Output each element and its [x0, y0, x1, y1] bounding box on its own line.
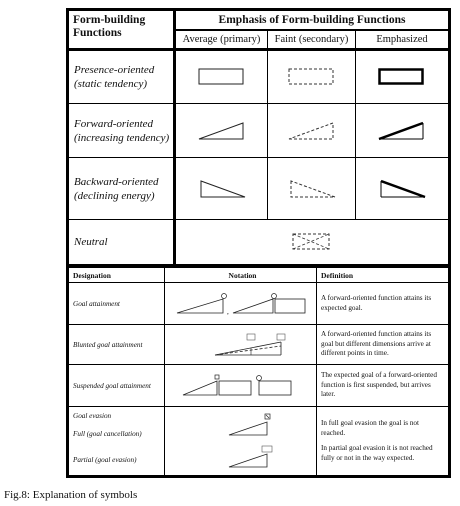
definition-goal-attainment: A forward-oriented function attains its expected goal.: [317, 283, 450, 325]
goal-attainment-notation-icon: [165, 283, 317, 325]
definition-full-goal-cancellation: In full goal evasion the goal is not reached.: [321, 419, 420, 437]
falling-triangle-faint-icon: [268, 158, 356, 220]
designation-goal-evasion: Goal evasion: [73, 412, 112, 420]
notation-header: Notation: [165, 268, 317, 283]
blunted-goal-notation-icon: [165, 325, 317, 365]
form-building-table: [66, 8, 451, 267]
designation-suspended-goal-attainment: Suspended goal attainment: [68, 365, 165, 407]
row-forward-oriented: Forward-oriented (increasing tendency): [68, 104, 175, 158]
figure-caption: Fig.8: Explanation of symbols: [4, 489, 138, 501]
designation-header: Designation: [68, 268, 165, 283]
rectangle-faint-icon: [268, 50, 356, 104]
goal-evasion-definitions: [317, 407, 450, 477]
column-faint: Faint (secondary): [268, 30, 356, 50]
column-average: Average (primary): [175, 30, 268, 50]
symbols-figure: [66, 8, 448, 478]
column-emphasized: Emphasized: [356, 30, 450, 50]
definition-header: Definition: [317, 268, 450, 283]
goal-notation-table: [66, 267, 451, 478]
row-neutral: Neutral: [68, 220, 175, 266]
falling-triangle-emphasized-icon: [356, 158, 450, 220]
falling-triangle-average-icon: [175, 158, 268, 220]
goal-evasion-group: [68, 407, 165, 477]
rising-triangle-faint-icon: [268, 104, 356, 158]
rising-triangle-emphasized-icon: [356, 104, 450, 158]
goal-evasion-notation-icon: [165, 407, 317, 477]
crossed-rectangle-icon: [175, 220, 450, 266]
rectangle-average-icon: [175, 50, 268, 104]
suspended-goal-notation-icon: [165, 365, 317, 407]
definition-suspended-goal-attainment: The expected goal of a forward-oriented function is first suspended, but arrives later.: [317, 365, 450, 407]
form-building-functions-header: Form-building Functions: [68, 10, 175, 50]
designation-blunted-goal-attainment: Blunted goal attainment: [68, 325, 165, 365]
designation-goal-attainment: Goal attainment: [68, 283, 165, 325]
definition-partial-goal-evasion: In partial goal evasion it is not reached fully or not in the way expected.: [321, 444, 433, 462]
designation-full-goal-cancellation: Full (goal cancellation): [73, 430, 142, 438]
svg-text:,: ,: [226, 307, 229, 316]
row-presence-oriented: Presence-oriented (static tendency): [68, 50, 175, 104]
emphasis-header: Emphasis of Form-building Functions: [175, 10, 450, 31]
rising-triangle-average-icon: [175, 104, 268, 158]
designation-partial-goal-evasion: Partial (goal evasion): [73, 456, 137, 464]
rectangle-emphasized-icon: [356, 50, 450, 104]
row-backward-oriented: Backward-oriented (declining energy): [68, 158, 175, 220]
definition-blunted-goal-attainment: A forward-oriented function attains its goal but different dimensions arrive at different points in time.: [317, 325, 450, 365]
